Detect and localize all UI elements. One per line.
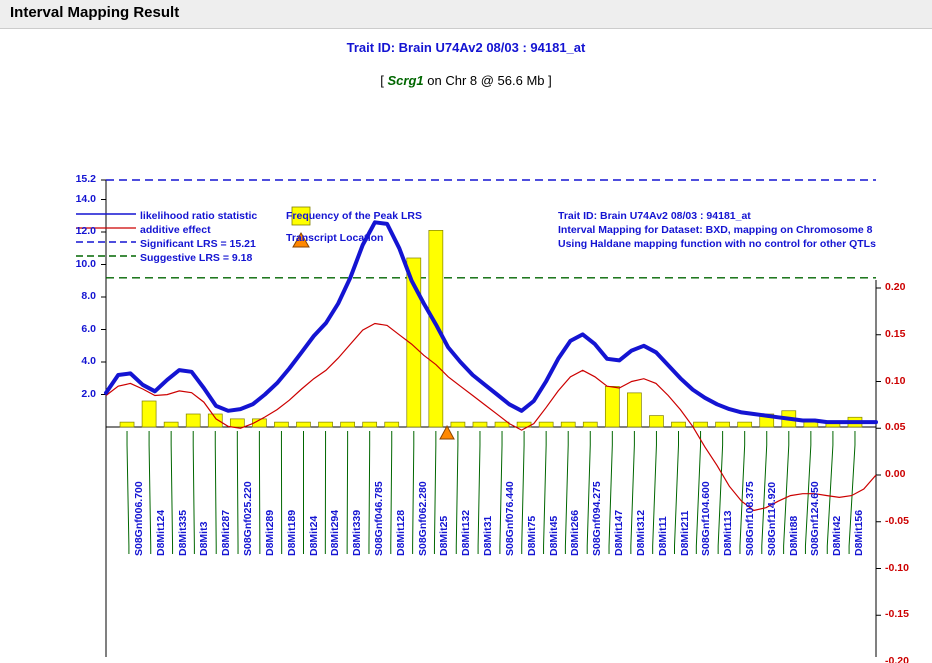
legend-label-transcript: Transcript Location (286, 232, 384, 244)
marker-label: S08Gnf006.700 (132, 481, 145, 556)
marker-label: D8Mit189 (285, 509, 298, 556)
y-axis-tick-right: 0.20 (885, 281, 906, 293)
marker-label: S08Gnf114.920 (765, 481, 778, 556)
marker-label: D8Mit75 (525, 515, 538, 556)
marker-label: D8Mit88 (787, 515, 800, 556)
marker-label: D8Mit294 (329, 509, 342, 556)
marker-label: D8Mit11 (656, 516, 669, 556)
y-axis-tick-right: -0.05 (885, 514, 909, 527)
info-method: Using Haldane mapping function with no control for other QTLs (558, 238, 876, 250)
gene-subtitle (0, 73, 932, 88)
interval-map-plot (28, 102, 908, 657)
marker-label: D8Mit42 (831, 515, 844, 556)
marker-label: D8Mit312 (634, 509, 647, 556)
marker-label: D8Mit266 (569, 509, 582, 556)
y-axis-tick-left: 10.0 (75, 257, 96, 270)
marker-label: D8Mit339 (351, 509, 364, 556)
legend-label-frequency: Frequency of the Peak LRS (286, 210, 422, 222)
subtitle-suffix: on Chr 8 @ 56.6 Mb ] (423, 73, 552, 88)
marker-label: S08Gnf025.220 (242, 481, 255, 556)
marker-label: S08Gnf104.600 (700, 481, 713, 556)
marker-label: S08Gnf108.375 (743, 481, 756, 556)
marker-label: D8Mit3 (198, 521, 211, 556)
legend-label-suggestive: Suggestive LRS = 9.18 (140, 252, 253, 264)
chart-canvas (28, 102, 909, 663)
y-axis-tick-right: 0.00 (885, 468, 906, 480)
marker-label: D8Mit124 (154, 509, 167, 556)
marker-label: S08Gnf124.650 (809, 481, 822, 556)
y-axis-tick-right: -0.20 (885, 655, 909, 663)
page-header (0, 0, 932, 29)
legend-label-additive: additive effect (140, 224, 211, 236)
marker-label: D8Mit45 (547, 515, 560, 556)
y-axis-tick-left: 2.0 (81, 387, 96, 400)
y-axis-tick-right: 0.10 (885, 374, 906, 387)
marker-label: D8Mit25 (438, 515, 451, 556)
legend-label-lrs: likelihood ratio statistic (140, 210, 258, 222)
subtitle-prefix: [ (380, 73, 388, 88)
trait-title: Trait ID: Brain U74Av2 08/03 : 94181_at (346, 40, 586, 55)
info-trait-id: Trait ID: Brain U74Av2 08/03 : 94181_at (558, 210, 751, 222)
y-axis-tick-right: -0.10 (885, 561, 909, 574)
gene-name: Scrg1 (387, 73, 424, 88)
marker-label: S08Gnf046.785 (372, 481, 385, 556)
marker-label: S08Gnf094.275 (591, 481, 604, 556)
marker-label: D8Mit147 (613, 509, 626, 556)
marker-label: D8Mit335 (176, 509, 189, 556)
marker-label: S08Gnf062.280 (416, 481, 429, 556)
marker-label: D8Mit24 (307, 515, 320, 556)
marker-label: D8Mit113 (722, 510, 735, 556)
y-axis-tick-right: 0.15 (885, 327, 906, 340)
y-axis-tick-left: 14.0 (75, 192, 96, 205)
y-axis-tick-left: 4.0 (81, 355, 96, 367)
marker-label: D8Mit156 (853, 509, 866, 556)
info-dataset: Interval Mapping for Dataset: BXD, mapping on Chromosome 8 (558, 224, 873, 236)
marker-label: D8Mit31 (482, 515, 495, 556)
marker-label: S08Gnf076.440 (503, 481, 516, 556)
marker-label: D8Mit287 (220, 509, 233, 556)
legend-label-significant: Significant LRS = 15.21 (140, 238, 256, 250)
page-title: Interval Mapping Result (10, 4, 180, 21)
y-axis-tick-left: 12.0 (75, 225, 96, 237)
y-axis-tick-left: 15.2 (75, 173, 96, 185)
marker-label: D8Mit132 (460, 509, 473, 556)
y-axis-tick-left: 6.0 (81, 322, 96, 335)
marker-label: D8Mit289 (263, 509, 276, 556)
y-axis-tick-right: -0.15 (885, 608, 909, 621)
marker-label: D8Mit211 (678, 510, 691, 556)
y-axis-tick-left: 8.0 (81, 290, 96, 302)
y-axis-tick-right: 0.05 (885, 421, 906, 434)
marker-label: D8Mit128 (394, 509, 407, 556)
